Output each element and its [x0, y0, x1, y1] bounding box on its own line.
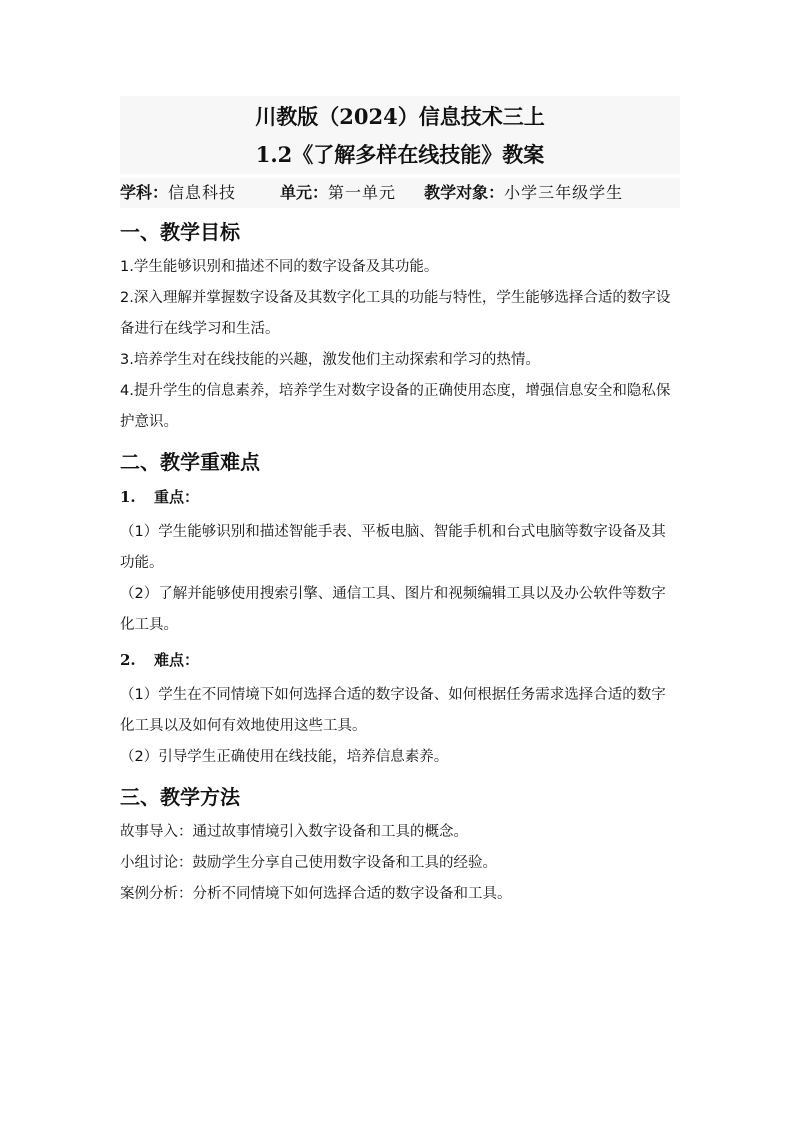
- difficulty-label: 难点：: [154, 651, 200, 669]
- focus-item: （2）了解并能够使用搜索引擎、通信工具、图片和视频编辑工具以及办公软件等数字化工具。: [120, 586, 666, 633]
- target-label: 教学对象：: [424, 183, 505, 202]
- document-title: 川教版（2024）信息技术三上: [255, 104, 545, 129]
- difficulty-number: 2.: [120, 651, 136, 669]
- goal-item: 4.提升学生的信息素养，培养学生对数字设备的正确使用态度，增强信息安全和隐私保护意识。: [120, 383, 671, 430]
- target-value: 小学三年级学生: [504, 183, 624, 202]
- subject-label: 学科：: [120, 183, 169, 202]
- focus-number: 1.: [120, 488, 136, 506]
- section-heading-goals: 一、教学目标: [120, 220, 240, 244]
- unit-value: 第一单元: [328, 183, 397, 202]
- difficulty-item: （2）引导学生正确使用在线技能，培养信息素养。: [120, 749, 449, 765]
- title-block: [120, 96, 680, 174]
- goal-item: 1.学生能够识别和描述不同的数字设备及其功能。: [120, 259, 439, 275]
- meta-line: [120, 178, 680, 208]
- section-heading-keypoints: 二、教学重难点: [120, 450, 260, 474]
- focus-label: 重点：: [154, 488, 200, 506]
- lesson-title: 1.2《了解多样在线技能》教案: [255, 142, 545, 167]
- focus-heading: [120, 482, 680, 513]
- difficulty-item: （1）学生在不同情境下如何选择合适的数字设备、如何根据任务需求选择合适的数字化工具以及如何有效地使用这些工具。: [120, 687, 666, 734]
- subject-value: 信息科技: [168, 183, 237, 202]
- focus-item: （1）学生能够识别和描述智能手表、平板电脑、智能手机和台式电脑等数字设备及其功能。: [120, 524, 666, 571]
- goal-item: 2.深入理解并掌握数字设备及其数字化工具的功能与特性，学生能够选择合适的数字设备进行在线学习和生活。: [120, 290, 671, 337]
- difficulty-heading: [120, 645, 680, 676]
- goal-item: 3.培养学生对在线技能的兴趣，激发他们主动探索和学习的热情。: [120, 352, 540, 368]
- method-item: 小组讨论：鼓励学生分享自己使用数字设备和工具的经验。: [120, 855, 497, 871]
- document-body: [120, 96, 680, 910]
- section-heading-methods: 三、教学方法: [120, 785, 240, 809]
- method-item: 故事导入：通过故事情境引入数字设备和工具的概念。: [120, 824, 468, 840]
- unit-label: 单元：: [280, 183, 329, 202]
- method-item: 案例分析：分析不同情境下如何选择合适的数字设备和工具。: [120, 886, 512, 902]
